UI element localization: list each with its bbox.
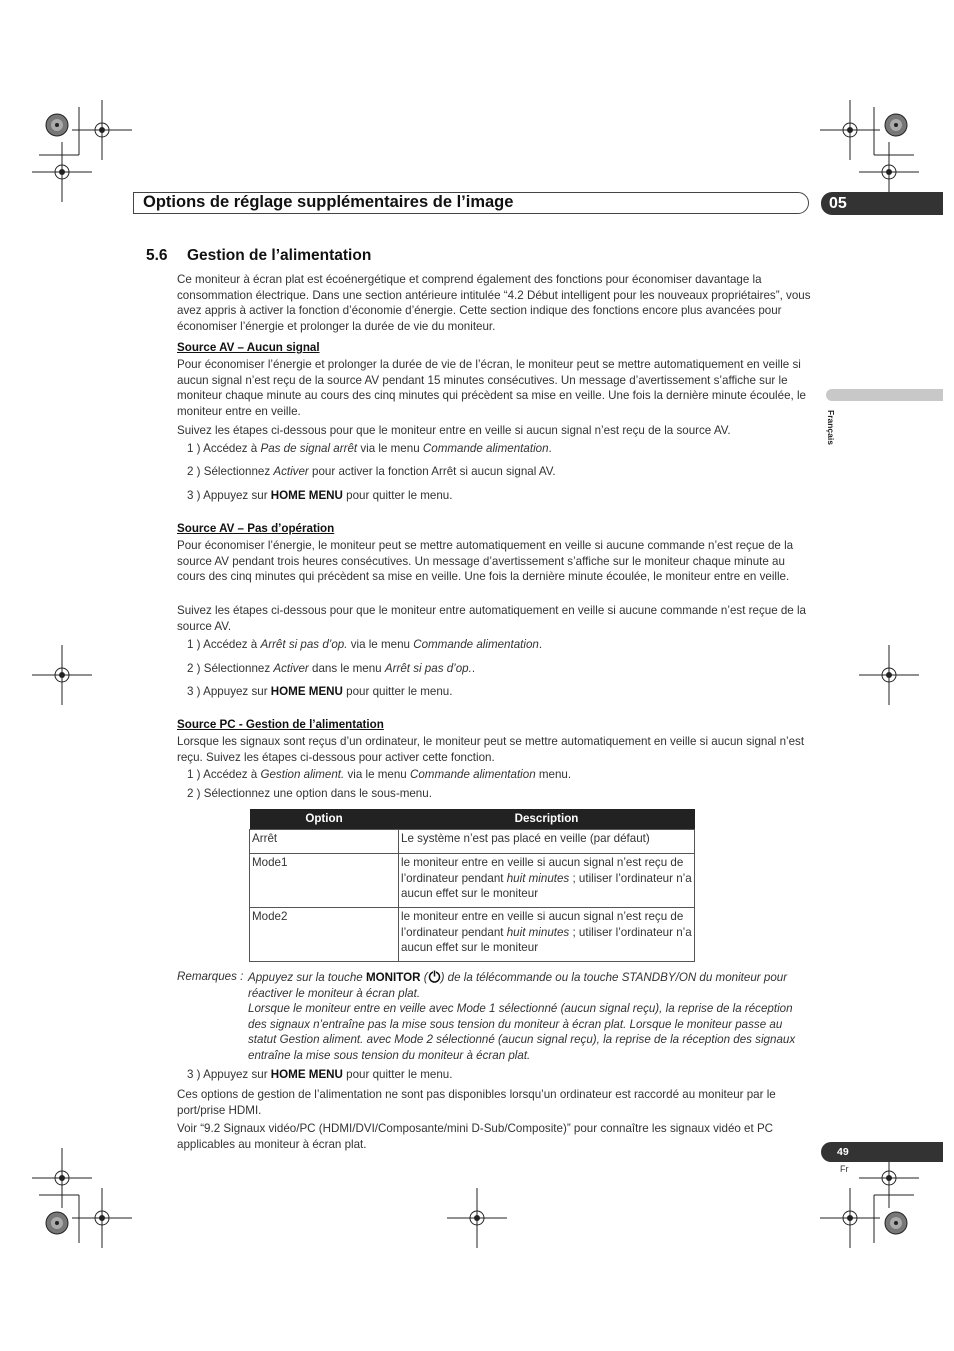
av-no-op-instructions: Suivez les étapes ci-dessous pour que le moniteur entre automatiquement en veille si aucune commande n’est reçue de la source AV. (177, 604, 807, 633)
table-header-option: Option (250, 809, 399, 830)
options-table (249, 809, 695, 962)
language-tab (826, 389, 943, 401)
hdmi-note: Ces options de gestion de l’alimentation ne sont pas disponibles lorsqu’un ordinateur est raccordé au moniteur par le port/prise HDMI. (177, 1088, 776, 1117)
av-no-signal-instructions: Suivez les étapes ci-dessous pour que le moniteur entre en veille si aucun signal n’est reçu de la source AV. (177, 424, 731, 437)
header-title: Options de réglage supplémentaires de l’image (143, 193, 514, 211)
av-no-op-step-3: 3 ) Appuyez sur HOME MENU pour quitter le menu. (187, 685, 453, 698)
av-no-op-step-1: 1 ) Accédez à Arrêt si pas d’op. via le menu Commande alimentation. (187, 638, 543, 651)
table-row (250, 830, 695, 854)
see-also-note: Voir “9.2 Signaux vidéo/PC (HDMI/DVI/Composante/mini D-Sub/Composite)” pour connaître les signaux vidéo et PC applicables au moniteur à écran plat. (177, 1122, 774, 1151)
pc-power-heading: Source PC - Gestion de l’alimentation (177, 718, 384, 731)
section-heading: Gestion de l’alimentation (187, 247, 372, 264)
table-cell-description: le moniteur entre en veille si aucun signal n’est reçu de l’ordinateur pendant huit minutes ; utiliser l’ordinateur n’a aucun effet sur le moniteur (399, 854, 695, 908)
pc-power-paragraph: Lorsque les signaux sont reçus d’un ordinateur, le moniteur peut se mettre automatiquement en veille si aucun signal n’est reçu. Suivez les étapes ci-dessous pour activer cette fonction. (177, 735, 805, 764)
table-cell-option: Mode2 (250, 908, 399, 962)
av-no-signal-step-2: 2 ) Sélectionnez Activer pour activer la fonction Arrêt si aucun signal AV. (187, 465, 556, 478)
table-header (250, 809, 695, 830)
chapter-number: 05 (821, 192, 943, 215)
remarks-label: Remarques : (177, 970, 244, 983)
table-row (250, 854, 695, 908)
remark-1: Appuyez sur la touche MONITOR ( ) de la télécommande ou la touche STANDBY/ON du moniteur pour réactiver le moniteur à écran plat. (248, 971, 788, 1000)
language-label: Français (826, 410, 836, 445)
av-no-op-step-2: 2 ) Sélectionnez Activer dans le menu Arrêt si pas d’op.. (187, 662, 476, 675)
section-number: 5.6 (146, 247, 168, 264)
section-title (146, 247, 371, 265)
page-number: 49 (821, 1142, 943, 1162)
power-icon (428, 970, 441, 983)
pc-power-step-3: 3 ) Appuyez sur HOME MENU pour quitter le menu. (187, 1068, 453, 1081)
av-no-signal-heading: Source AV – Aucun signal (177, 341, 320, 354)
table-cell-description: le moniteur entre en veille si aucun signal n’est reçu de l’ordinateur pendant huit minutes ; utiliser l’ordinateur n’a aucun effet sur le moniteur (399, 908, 695, 962)
av-no-signal-paragraph: Pour économiser l’énergie et prolonger la durée de vie de l’écran, le moniteur peut se mettre automatiquement en veille si aucun signal n’est reçu de la source AV pendant 15 minutes consécutives. Un message d’avertissement s’affiche sur le moniteur chaque minute au cours des cinq minutes qui précèdent sa mise en veille. Une fois la dernière minute écoulée, le moniteur entre en veille. (177, 358, 806, 418)
intro-paragraph: Ce moniteur à écran plat est écoénergétique et comprend également des fonctions pour économiser davantage la consommation électrique. Dans une section antérieure intitulée “4.2 Début intelligent pour les nouveaux propriétaires”, vous avez appris à activer la fonction d’économie d’énergie. Cette section indique des fonctions encore plus avancées pour économiser l’énergie et prolonger la durée de vie du moniteur. (177, 273, 811, 333)
remark-2: Lorsque le moniteur entre en veille avec Mode 1 sélectionné (aucun signal reçu), la reprise de la réception des signaux n’entraîne pas la mise sous tension du moniteur à écran plat. Lorsque le moniteur passe au statut Gestion aliment. avec Mode 2 sélectionné (aucun signal reçu), la reprise de la réception des signaux entraîne la mise sous tension du moniteur à écran plat. (248, 1002, 796, 1062)
av-no-signal-step-3: 3 ) Appuyez sur HOME MENU pour quitter le menu. (187, 489, 453, 502)
av-no-op-paragraph: Pour économiser l’énergie, le moniteur peut se mettre automatiquement en veille si aucune commande n’est reçue de la source AV pendant trois heures consécutives. Un message d’avertissement s’affiche sur le moniteur chaque minute au cours des cinq minutes qui précèdent sa mise en veille. Une fois la dernière minute écoulée, le moniteur entre en veille. (177, 539, 794, 584)
table-header-description: Description (399, 809, 695, 830)
page-language: Fr (840, 1164, 849, 1174)
pc-power-step-2: 2 ) Sélectionnez une option dans le sous-menu. (187, 787, 432, 800)
av-no-op-heading: Source AV – Pas d’opération (177, 522, 335, 535)
table-cell-description: Le système n’est pas placé en veille (par défaut) (399, 830, 695, 854)
pc-power-step-1: 1 ) Accédez à Gestion aliment. via le menu Commande alimentation menu. (187, 768, 572, 781)
table-cell-option: Mode1 (250, 854, 399, 908)
table-row (250, 908, 695, 962)
table-cell-option: Arrêt (250, 830, 399, 854)
av-no-signal-step-1: 1 ) Accédez à Pas de signal arrêt via le menu Commande alimentation. (187, 442, 552, 455)
